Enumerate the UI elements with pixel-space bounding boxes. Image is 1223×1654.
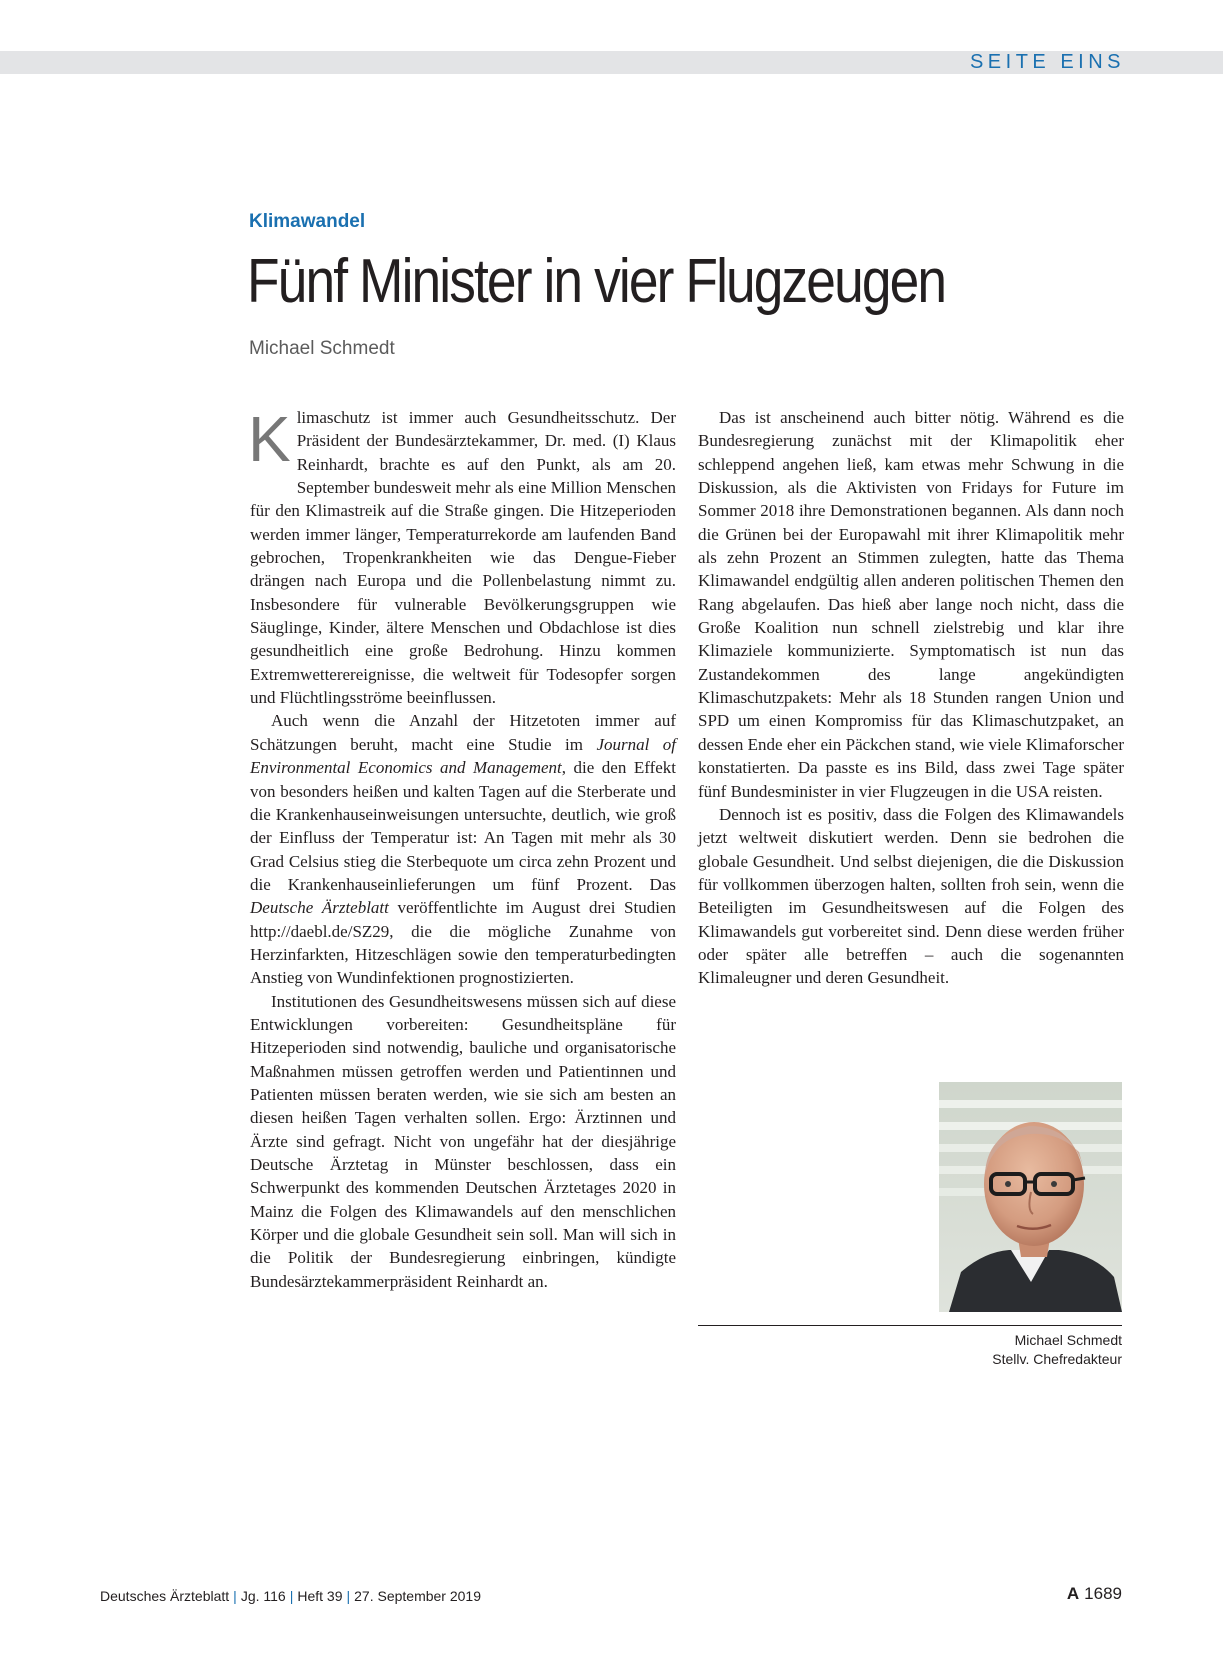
footer-publication: Deutsches Ärzteblatt (100, 1588, 230, 1604)
journal-title: Journal of Environmental Economics and Management (250, 734, 676, 778)
footer-separator: | (346, 1588, 351, 1604)
magazine-title: Deutsche Ärzteblatt (250, 898, 389, 918)
footer-separator: | (289, 1588, 294, 1604)
caption-divider (698, 1325, 1122, 1326)
page-number (1067, 1583, 1122, 1605)
section-label: SEITE EINS (969, 51, 1125, 73)
caption-role: Stellv. Chefredakteur (992, 1351, 1122, 1367)
paragraph-2 (250, 709, 676, 989)
paragraph-1-text: limaschutz ist immer auch Gesundheitsschutz. Der Präsident der Bundesärztekammer, Dr. med. (I) Klaus Reinhardt, brachte es auf den Punkt, als am 20. September bundesweit mehr als eine Million Menschen für den Klimastreik auf die Straße gingen. Die Hitzeperioden werden immer länger, Temperaturrekorde am laufenden Band gebrochen, Tropenkrankheiten wie das Dengue-Fieber drängen nach Europa und die Pollenbelastung nimmt zu. Insbesondere für vulnerable Bevölkerungsgruppen wie Säuglinge, Kinder, ältere Menschen und Obdachlose ist dies gesundheitlich eine große Bedrohung. Hinzu kommen Extremwetterereignisse, die weltweit für Todesopfer sorgen und Flüchtlingsströme beeinflussen. (250, 408, 676, 708)
caption-name: Michael Schmedt (1014, 1332, 1122, 1348)
paragraph-2-text-b: , die den Effekt von besonders heißen und kalten Tagen auf die Sterberate und die Krankenhauseinweisungen untersuchte, deutlich, wie groß der Einfluss der Temperatur ist: An Tagen mit mehr als 30 Grad Celsius stieg die Sterbequote um circa zehn Prozent und die Krankenhauseinlieferungen um fünf Prozent. Das (250, 758, 677, 894)
paragraph-4: Das ist anscheinend auch bitter nötig. Während es die Bundesregierung zunächst mit der Klimapolitik eher schleppend angehen ließ, kam etwas mehr Schwung in die Diskussion, als die Aktivisten von Fridays for Future im Sommer 2018 ihre Demonstrationen begannen. Als dann noch die Grünen bei der Europawahl mit ihrer Klimapolitik mehr als zehn Prozent an Stimmen zulegten, hatte das Thema Klimawandel endgültig allen anderen politischen Themen den Rang abgelaufen. Das hieß aber lange noch nicht, dass die Große Koalition nun schnell zielstrebig und klar ihre Klimaziele kommunizierte. Symptomatisch ist nun das Zustandekommen des lange angekündigten Klimaschutzpakets: Mehr als 18 Stunden rangen Union und SPD um einen Kompromiss für das Klimaschutzpaket, an dessen Ende eher ein Päckchen stand, wie viele Klimaforscher konstatierten. Da passte es ins Bild, dass zwei Tage später fünf Bundesminister in vier Flugzeugen in die USA reisten. (698, 408, 1124, 801)
article-kicker: Klimawandel (249, 211, 366, 232)
footer-date: 27. September 2019 (354, 1588, 481, 1604)
paragraph-1 (248, 403, 676, 709)
article-title: Fünf Minister in vier Flugzeugen (247, 247, 946, 316)
page-prefix: A (1066, 1584, 1080, 1603)
drop-cap: K (248, 403, 291, 475)
footer-separator: | (233, 1588, 237, 1604)
column-right (698, 406, 1124, 990)
author-portrait (939, 1082, 1122, 1312)
page-number-value: 1689 (1084, 1584, 1122, 1603)
footer-volume: Jg. 116 (240, 1588, 286, 1604)
paragraph-2-text-c: veröffentlichte im August drei Studien http://daebl.de/SZ29, die die mögliche Zunahme von Herzinfarkten, Hitzeschlägen sowie den temperaturbedingten Anstieg von Wundinfektionen prognostizierten. (250, 898, 676, 988)
paragraph-2-text-a: Auch wenn die Anzahl der Hitzetoten immer auf Schätzungen beruht, macht eine Studie im (250, 711, 676, 754)
article-author: Michael Schmedt (249, 338, 395, 359)
paragraph-3: Institutionen des Gesundheitswesens müssen sich auf diese Entwicklungen vorbereiten: Gesundheitspläne für Hitzeperioden sind notwendig, bauliche und organisatorische Maßnahmen müssen getroffen werden und Patientinnen und Patienten müssen beraten werden, wie sie sich am besten an diesen heißen Tagen verhalten sollen. Ergo: Ärztinnen und Ärzte sind gefragt. Nicht von ungefähr hat der diesjährige Deutsche Ärztetag in Münster beschlossen, dass ein Schwerpunkt des kommenden Deutschen Ärztetages 2020 in Mainz die Folgen des Klimawandels auf den menschlichen Körper und die globale Gesundheit sein soll. Man will sich in die Politik der Bundesregierung einbringen, kündigte Bundesärztekammerpräsident Reinhardt an. (250, 991, 676, 1291)
paragraph-5: Dennoch ist es positiv, dass die Folgen des Klimawandels jetzt weltweit diskutiert werden. Denn sie bedrohen die globale Gesundheit. Und selbst diejenigen, die die Diskussion für vollkommen überzogen halten, sollten froh sein, wenn die Beteiligten im Gesundheitswesen auf die Folgen des Klimawandels gut vorbereitet sind. Denn diese werden früher oder später alle betreffen – auch die sogenannten Klimaleugner und deren Gesundheit. (698, 804, 1124, 988)
portrait-caption (992, 1331, 1122, 1369)
column-left (248, 403, 677, 1293)
footer-citation (100, 1587, 481, 1605)
footer-issue: Heft 39 (297, 1588, 343, 1604)
